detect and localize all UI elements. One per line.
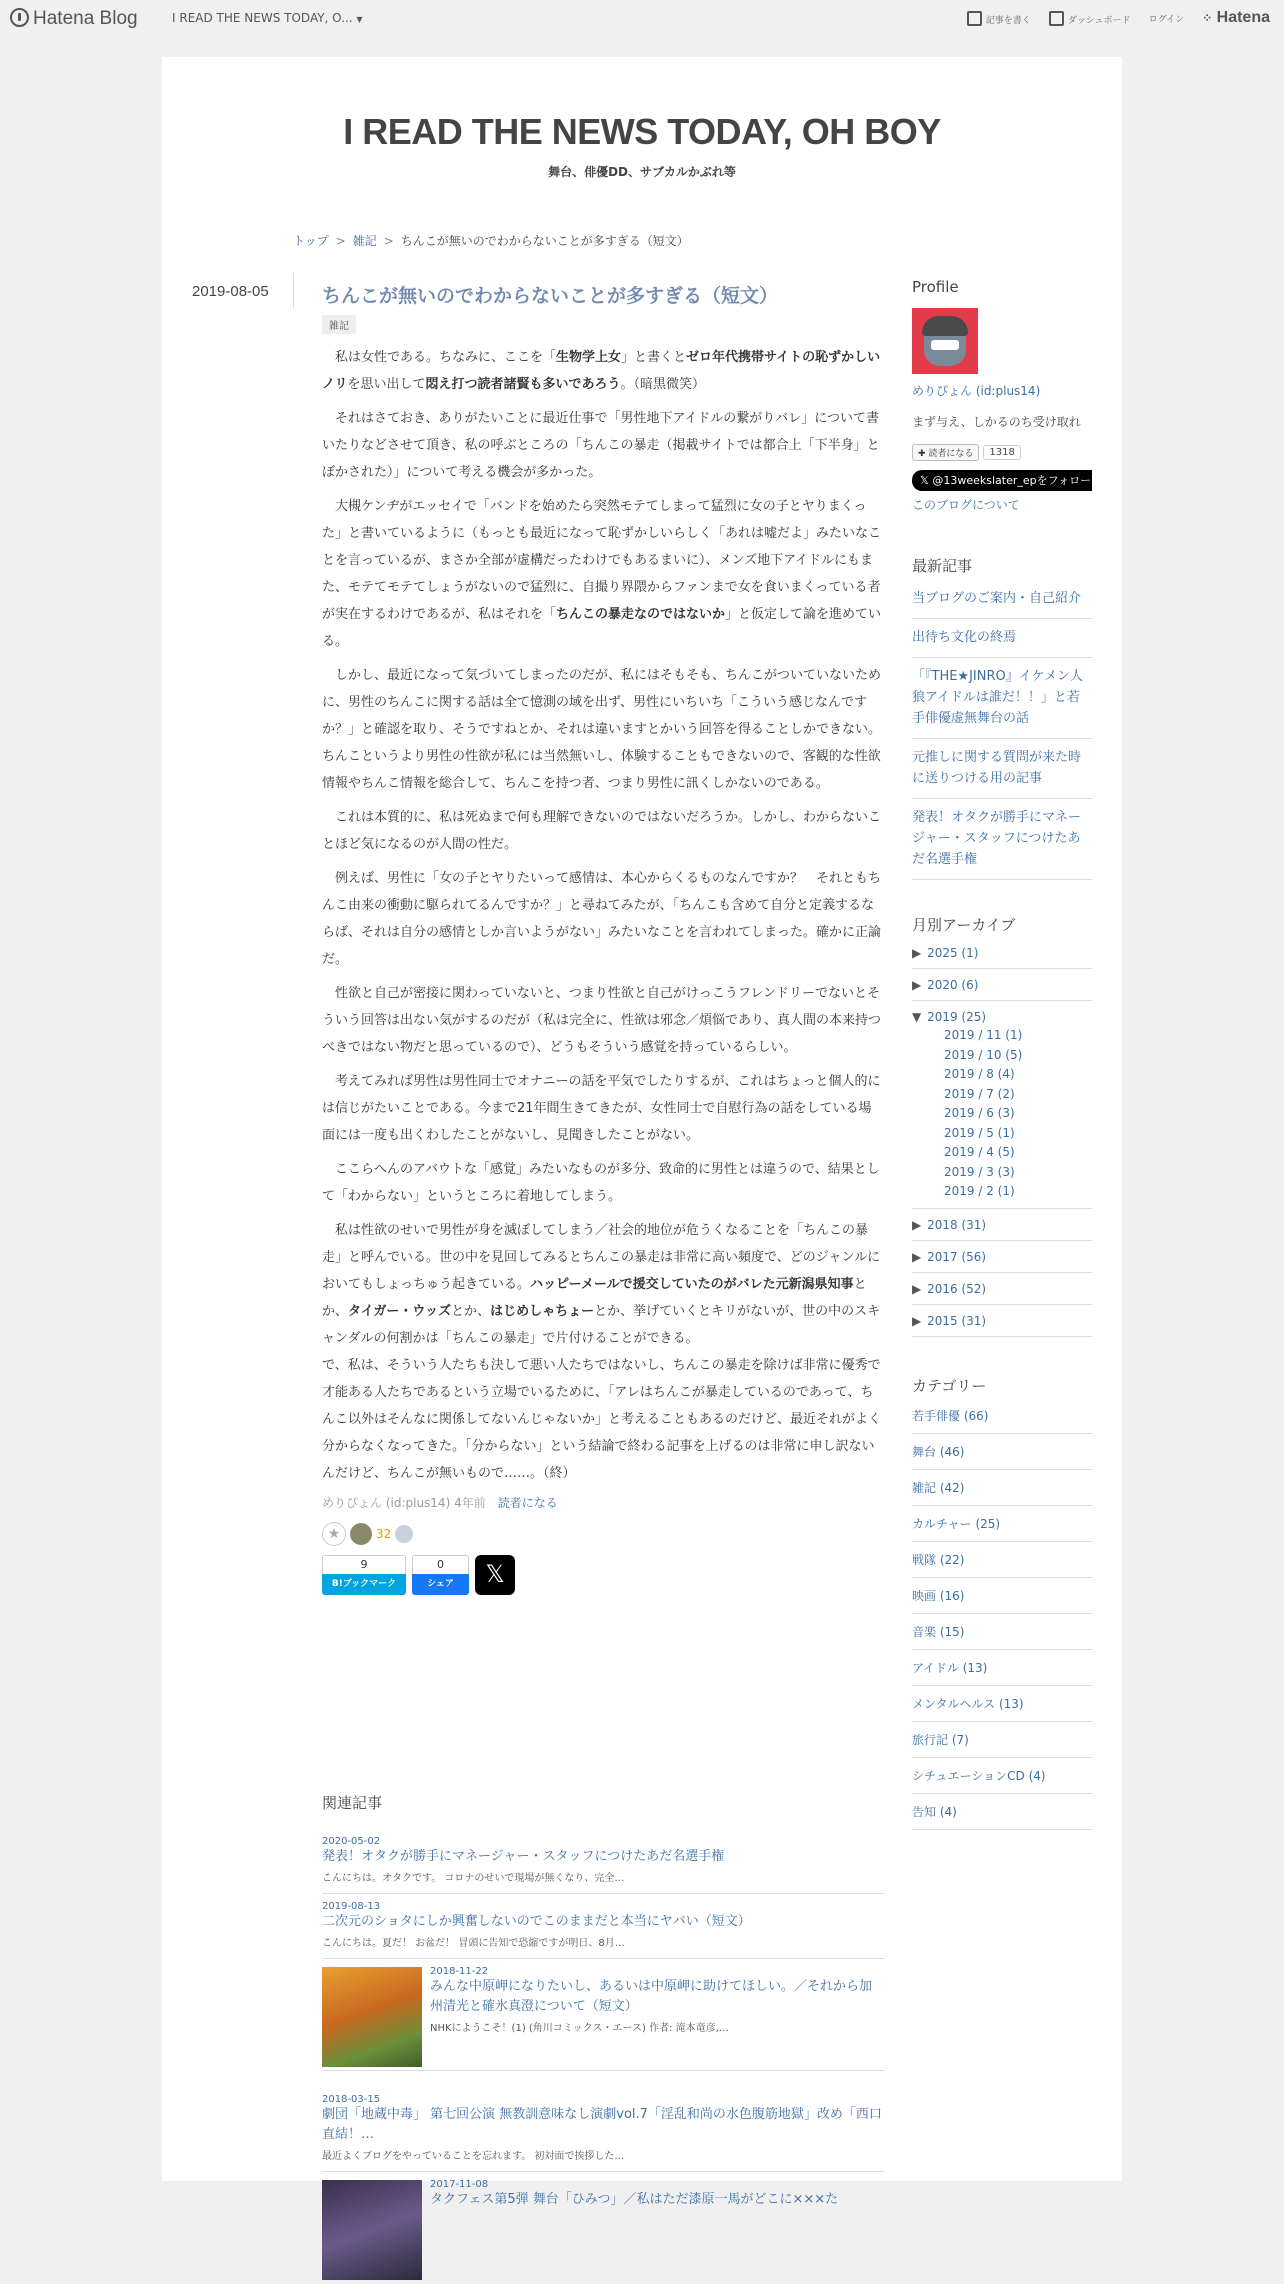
dashboard-button[interactable]: ダッシュボード xyxy=(1049,11,1131,26)
triangle-down-icon: ▼ xyxy=(912,1010,922,1024)
paragraph: 考えてみれば男性は男性同士でオナニーの話を平気でしたりするが、これはちょっと個人的には信じがたいことである。今まで21年間生きてきたが、女性同士で自慰行為の話をしている場面には一度も出くわしたことがないし、見聞きしたことがない。 xyxy=(322,1074,881,1143)
archive-months xyxy=(912,1024,1092,1209)
avatar[interactable] xyxy=(395,1525,413,1543)
blog-container xyxy=(162,57,1122,2207)
triangle-right-icon: ▶ xyxy=(912,1217,922,1232)
archive-month[interactable]: 2019 / 4 (5) xyxy=(944,1145,1015,1159)
triangle-right-icon: ▶ xyxy=(912,1281,922,1296)
related-heading: 関連記事 xyxy=(322,1794,383,1812)
archive-month[interactable]: 2019 / 11 (1) xyxy=(944,1028,1023,1042)
related-item[interactable]: 2020-05-02 発表！オタクが勝手にマネージャー・スタッフにつけたあだ名選手権 こんにちは。オタクです。 コロナのせいで現場が無くなり、完全… xyxy=(322,1829,884,1894)
paragraph: 例えば、男性に「女の子とヤりたいって感情は、本心からくるものなんですか？ それともちんこ由来の衝動に駆られてるんですか？」と尋ねてみたが、「ちんこも含めて自分と定義するならば、それは自分の感情としか言いようがない」みたいなことを言われてしまった。確かに正論だ。 xyxy=(322,871,882,967)
entry-body xyxy=(322,344,884,1487)
profile-avatar[interactable] xyxy=(912,308,978,374)
recent-entry[interactable]: 「『THE★JINRO』イケメン人狼アイドルは誰だ！！」と若手俳優虚無舞台の話 xyxy=(912,658,1092,739)
x-icon: 𝕏 xyxy=(485,1561,505,1588)
recent-heading: 最新記事 xyxy=(912,557,973,575)
category-item[interactable]: アイドル (13) xyxy=(912,1650,1092,1686)
archive-year-open[interactable]: ▼ 2019 (25) xyxy=(912,1010,987,1024)
hatebu-count: 9 xyxy=(360,1558,368,1571)
archive-module xyxy=(912,914,1092,1337)
fb-count: 0 xyxy=(437,1558,444,1571)
recent-entry[interactable]: 元推しに関する質問が来た時に送りつける用の記事 xyxy=(912,739,1092,799)
login-link[interactable]: ログイン xyxy=(1148,14,1185,25)
hatena-logo[interactable]: ⁘ Hatena xyxy=(1202,9,1270,26)
hatena-dots-icon: ⁘ xyxy=(1202,11,1213,25)
recent-entries-module xyxy=(912,555,1092,880)
recent-entry[interactable]: 出待ち文化の終焉 xyxy=(912,619,1092,658)
category-heading: カテゴリー xyxy=(912,1376,987,1395)
related-item[interactable]: 2017-11-08 タクフェス第5弾 舞台「ひみつ」／私はただ漆原一馬がどこに×××た xyxy=(322,2172,884,2284)
category-item[interactable]: 雑記 (42) xyxy=(912,1470,1092,1506)
profile-user-link[interactable]: めりぴょん (id:plus14) xyxy=(912,384,1041,398)
archive-month[interactable]: 2019 / 10 (5) xyxy=(944,1047,1023,1062)
triangle-right-icon: ▶ xyxy=(912,1249,922,1264)
blog-description: 舞台、俳優DD、サブカルかぶれ等 xyxy=(548,165,736,179)
fb-label: シェア xyxy=(412,1574,469,1595)
recent-entry[interactable]: 当ブログのご案内・自己紹介 xyxy=(912,580,1092,619)
subscribe-link[interactable]: 読者になる xyxy=(497,1496,558,1510)
breadcrumb-separator: > xyxy=(335,234,346,248)
pencil-icon xyxy=(967,11,982,26)
write-button[interactable]: 記事を書く xyxy=(967,11,1031,26)
subscribe-button[interactable]: ✚ 読者になる xyxy=(912,444,979,461)
add-star-button[interactable] xyxy=(322,1522,346,1546)
archive-month[interactable]: 2019 / 3 (3) xyxy=(944,1164,1015,1179)
blog-selector[interactable]: I READ THE NEWS TODAY, O... ▼ xyxy=(172,11,363,25)
entry-footer xyxy=(322,1494,884,1511)
triangle-right-icon: ▶ xyxy=(912,978,922,992)
archive-month[interactable]: 2019 / 7 (2) xyxy=(944,1086,1015,1101)
sidebar xyxy=(912,278,1092,1830)
star-area xyxy=(322,1521,884,1547)
category-item[interactable]: メンタルヘルス (13) xyxy=(912,1686,1092,1722)
breadcrumb-category-link[interactable]: 雑記 xyxy=(352,234,377,248)
paragraph: 私は女性である。ちなみに、ここを「生物学上女」と書くとゼロ年代携帯サイトの恥ずかしいノリを思い出して悶え打つ読者諸賢も多いであろう。（暗黒微笑） xyxy=(322,350,881,392)
header-right-nav xyxy=(967,9,1270,27)
breadcrumb-current: ちんこが無いのでわからないことが多すぎる（短文） xyxy=(400,234,689,248)
category-item[interactable]: 映画 (16) xyxy=(912,1578,1092,1614)
archive-year[interactable]: ▶ 2016 (52) xyxy=(912,1273,1092,1305)
star-count[interactable]: 32 xyxy=(376,1527,392,1541)
related-thumbnail[interactable] xyxy=(322,2180,422,2280)
triangle-right-icon: ▶ xyxy=(912,1313,922,1328)
hatena-blog-icon xyxy=(10,8,29,27)
related-item[interactable]: 2018-11-22 みんな中原岬になりたいし、あるいは中原岬に助けてほしい。／それから加州清光と確氷真澄について（短文） NHKにようこそ！(1) (角川コミックス・エース) 作者: 滝本竜彦,… xyxy=(322,1959,884,2071)
star-icon: ★ xyxy=(327,1526,341,1542)
archive-year[interactable]: ▶ 2025 (1) xyxy=(912,937,1092,969)
about-blog-link[interactable]: このブログについて xyxy=(912,498,1020,512)
paragraph: それはさておき、ありがたいことに最近仕事で「男性地下アイドルの繋がりバレ」について書いたりなどさせて頂き、私の呼ぶところの「ちんこの暴走（掲載サイトでは都合上「下半身」とぼかされた）」について考える機会が多かった。 xyxy=(322,411,880,480)
profile-heading: Profile xyxy=(912,278,959,296)
paragraph: 大槻ケンヂがエッセイで「バンドを始めたら突然モテてしまって猛烈に女の子とヤりまくった」と書いているように（もっとも最近になって恥ずかしいらしく「あれは嘘だよ」みたいなことを言っているが、まさか全部が虚構だったわけでもあるまいに）、メンズ地下アイドルにもまた、モテてモテてしょうがないので猛烈に、自撮り界隈からファンまで女を食いまくっている者が実在するわけであるが、私はそれを「ちんこの暴走なのではないか」と仮定して論を進めている。 xyxy=(322,499,882,649)
category-item[interactable]: 告知 (4) xyxy=(912,1794,1092,1830)
subscriber-count[interactable]: 1318 xyxy=(983,445,1020,460)
related-thumbnail[interactable] xyxy=(322,1967,422,2067)
archive-month[interactable]: 2019 / 5 (1) xyxy=(944,1125,1015,1140)
entry-main xyxy=(322,281,884,1597)
related-item[interactable]: 2018-03-15 劇団「地蔵中毒」 第七回公演 無教訓意味なし演劇vol.7「淫乱和尚の水色腹筋地獄」改め「西口直結！… 最近よくブログをやっていることを忘れます。 初対面で挨拶した… xyxy=(322,2087,884,2172)
hatena-blog-logo[interactable]: Hatena Blog xyxy=(10,8,138,30)
breadcrumb xyxy=(293,232,689,249)
archive-heading: 月別アーカイブ xyxy=(912,916,1016,934)
paragraph: 私は性欲のせいで男性が身を滅ぼしてしまう／社会的地位が危うくなることを「ちんこの暴走」と呼んでいる。世の中を見回してみるとちんこの暴走は非常に高い頻度で、どのジャンルにおいてもしょっちゅう起きている。ハッピーメールで援交していたのがバレた元新潟県知事とか、タイガー・ウッズとか、はじめしゃちょーとか、挙げていくとキリがないが、世の中のスキャンダルの何割かは「ちんこの暴走」で片付けることができる。 xyxy=(322,1223,881,1346)
dashboard-icon xyxy=(1049,11,1064,26)
x-share-button[interactable] xyxy=(475,1555,515,1595)
caret-down-icon: ▼ xyxy=(356,15,363,24)
paragraph: で、私は、そういう人たちも決して悪い人たちではないし、ちんこの暴走を除けば非常に優秀で才能ある人たちであるという立場でいるために、「アレはちんこが暴走しているのであって、ちんこ以外はそんなに関係してないんじゃないか」と考えることもあるのだけど、最近それがよく分からなくなってきた。「分からない」という結論で終わる記事を上げるのは非常に申し訳ないんだけど、ちんこが無いもので……。（終） xyxy=(322,1358,882,1481)
breadcrumb-separator: > xyxy=(383,234,394,248)
related-item[interactable]: 2019-08-13 二次元のショタにしか興奮しないのでこのままだと本当にヤバい（短文） こんにちは。夏だ！ お盆だ！ 冒頭に告知で恐縮ですが明日、8月… xyxy=(322,1894,884,1959)
triangle-right-icon: ▶ xyxy=(912,946,922,960)
date-divider xyxy=(293,273,294,309)
archive-year[interactable]: ▶ 2015 (31) xyxy=(912,1305,1092,1337)
global-header xyxy=(0,0,1284,38)
paragraph: しかし、最近になって気づいてしまったのだが、私にはそもそも、ちんこがついていないために、男性のちんこに関する話は全て憶測の域を出ず、男性にいちいち「こういう感じなんですか？」と確認を取り、そうですねとか、それは違いますとかいう回答を得ることしかできない。ちんこというより男性の性欲が私には当然無いし、体験することもできないので、客観的な性欲情報やちんこ情報を総合して、ちんこを持つ者、つまり男性に訊くしかないのである。 xyxy=(322,668,882,791)
follow-area xyxy=(912,444,1092,461)
recent-entry[interactable]: 発表！オタクが勝手にマネージャー・スタッフにつけたあだ名選手権 xyxy=(912,799,1092,880)
category-item[interactable]: 若手俳優 (66) xyxy=(912,1398,1092,1434)
entry-title[interactable]: ちんこが無いのでわからないことが多すぎる（短文） xyxy=(322,285,779,307)
entry-category-tag[interactable]: 雑記 xyxy=(322,315,356,334)
facebook-share-button[interactable] xyxy=(412,1555,469,1595)
related-entries xyxy=(322,1792,884,2284)
hatena-bookmark-button[interactable] xyxy=(322,1555,406,1595)
x-follow-button[interactable]: 𝕏 @13weekslater_epをフォロー xyxy=(912,470,1092,491)
paragraph: ここらへんのアバウトな「感覚」みたいなものが多分、致命的に男性とは違うので、結果として「わからない」というところに着地してしまう。 xyxy=(322,1162,880,1204)
category-item[interactable]: 音楽 (15) xyxy=(912,1614,1092,1650)
category-item[interactable]: シチュエーションCD (4) xyxy=(912,1758,1092,1794)
avatar[interactable] xyxy=(350,1523,372,1545)
entry-author-line[interactable]: めりぴょん (id:plus14) 4年前 xyxy=(322,1496,486,1510)
archive-month[interactable]: 2019 / 2 (1) xyxy=(944,1184,1015,1198)
category-module xyxy=(912,1375,1092,1830)
archive-year[interactable]: ▶ 2017 (56) xyxy=(912,1241,1092,1273)
paragraph: 性欲と自己が密接に関わっていないと、つまり性欲と自己がけっこうフレンドリーでないとそういう回答は出ない気がするのだが（私は完全に、性欲は邪念／煩悩であり、真人間の本来持つべきではない物だと思っているので）、どうもそういう感覚を持っているらしい。 xyxy=(322,986,882,1055)
archive-month[interactable]: 2019 / 6 (3) xyxy=(944,1106,1015,1120)
category-item[interactable]: 旅行記 (7) xyxy=(912,1722,1092,1758)
archive-year[interactable]: ▶ 2020 (6) xyxy=(912,969,1092,1001)
category-item[interactable]: 舞台 (46) xyxy=(912,1434,1092,1470)
archive-year[interactable]: ▶ 2018 (31) xyxy=(912,1209,1092,1241)
paragraph: これは本質的に、私は死ぬまで何も理解できないのではないだろうか。しかし、わからないことほど気になるのが人間の性だ。 xyxy=(322,810,882,852)
share-buttons xyxy=(322,1555,884,1597)
hatebu-label: B!ブックマーク xyxy=(322,1574,406,1595)
profile-description: まず与え、しかるのち受け取れ xyxy=(912,415,1081,429)
profile-module xyxy=(912,278,1092,513)
blog-title-area xyxy=(162,111,1122,180)
category-item[interactable]: カルチャー (25) xyxy=(912,1506,1092,1542)
breadcrumb-top-link[interactable]: トップ xyxy=(293,234,329,248)
archive-month[interactable]: 2019 / 8 (4) xyxy=(944,1067,1015,1081)
category-item[interactable]: 戦隊 (22) xyxy=(912,1542,1092,1578)
blog-title[interactable]: I READ THE NEWS TODAY, OH BOY xyxy=(343,111,941,152)
entry-date[interactable]: 2019-08-05 xyxy=(192,283,269,300)
